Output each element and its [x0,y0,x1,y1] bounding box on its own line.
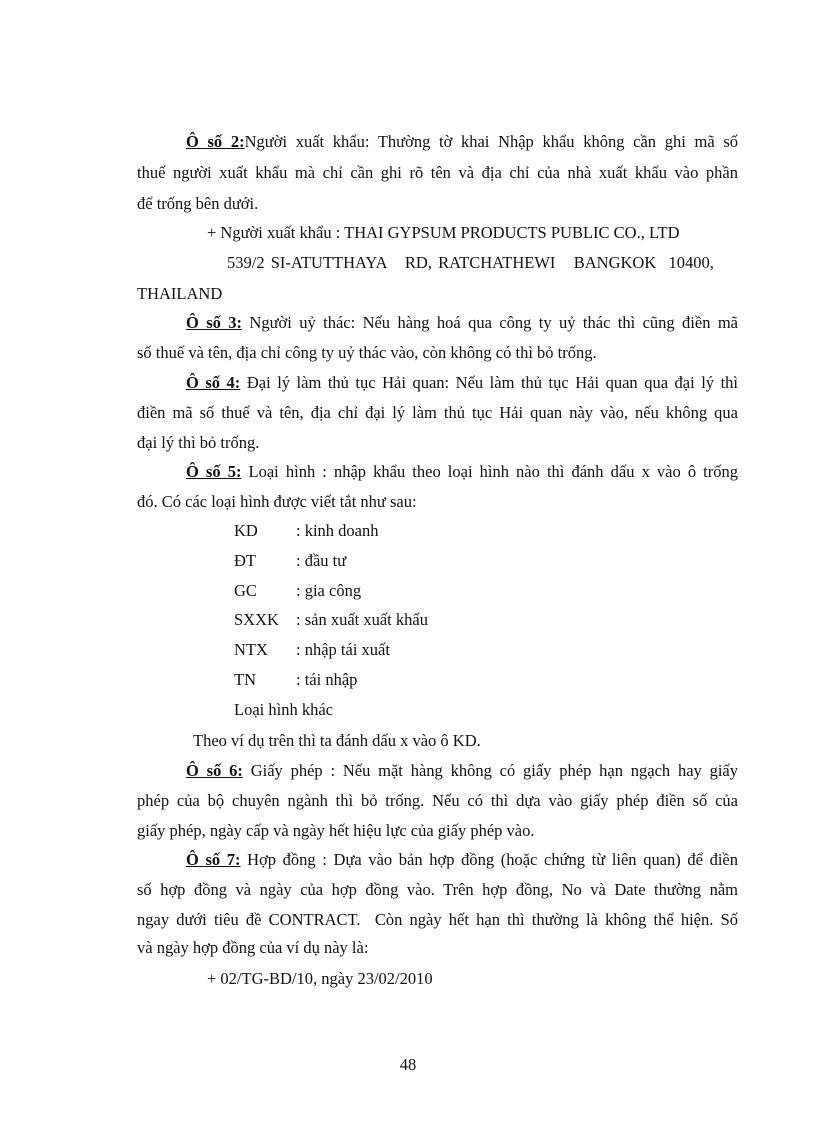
section-2-heading: Ô số 2: [186,132,245,151]
section-7-heading: Ô số 7: [186,850,241,869]
section-2-line-2: thuế người xuất khẩu mà chỉ cần ghi rõ tên và địa chỉ của nhà xuất khẩu vào phần [137,163,738,182]
section-4-line-3: đại lý thì bỏ trống. [137,433,260,452]
type-item: KD : kinh doanh [234,521,379,540]
section-7-line-1: Ô số 7: Hợp đồng : Dựa vào bản hợp đồng (hoặc chứng từ liên quan) để điền [186,850,738,869]
section-3-heading: Ô số 3: [186,313,243,332]
section-4-line-1: Ô số 4: Đại lý làm thủ tục Hải quan: Nếu làm thủ tục Hải quan qua đại lý thì [186,373,738,392]
section-7-line-3: ngay dưới tiêu đề CONTRACT. Còn ngày hết hạn thì thường là không thể hiện. Số [137,910,738,929]
type-other: Loại hình khác [234,700,333,719]
type-item: ĐT : đầu tư [234,551,347,570]
section-5-line-1: Ô số 5: Loại hình : nhập khẩu theo loại hình nào thì đánh dấu x vào ô trống [186,462,738,481]
contract-number: + 02/TG-BD/10, ngày 23/02/2010 [207,969,433,988]
section-5-line-2: đó. Có các loại hình được viết tắt như sau: [137,492,417,511]
section-2-line-1: Ô số 2:Người xuất khẩu: Thường tờ khai Nhập khẩu không cần ghi mã số [186,132,738,151]
exporter-address-line-2: THAILAND [137,284,223,303]
section-6-line-1: Ô số 6: Giấy phép : Nếu mặt hàng không có giấy phép hạn ngạch hay giấy [186,761,738,780]
section-6-line-2: phép của bộ chuyên ngành thì bỏ trống. Nếu có thì dựa vào giấy phép điền số của [137,791,738,810]
type-item: GC : gia công [234,581,362,600]
exporter-name: + Người xuất khẩu : THAI GYPSUM PRODUCTS PUBLIC CO., LTD [207,223,680,242]
section-5-heading: Ô số 5: [186,462,242,481]
page-number: 48 [399,1055,417,1074]
section-4-line-2: điền mã số thuế và tên, địa chỉ đại lý làm thủ tục Hải quan này vào, nếu không qua [137,403,738,422]
section-4-heading: Ô số 4: [186,373,241,392]
exporter-address-line-1: 539/2 SI-ATUTTHAYA RD, RATCHATHEWI BANGKOK 10400, [227,253,714,272]
section-2-line-3: để trống bên dưới. [137,194,259,213]
section-7-line-2: số hợp đồng và ngày của hợp đồng vào. Trên hợp đồng, No và Date thường nằm [137,880,738,899]
type-item: NTX : nhập tái xuất [234,640,390,659]
section-5-example: Theo ví dụ trên thì ta đánh dấu x vào ô KD. [193,731,481,750]
section-3-line-2: số thuế và tên, địa chỉ công ty uỷ thác vào, còn không có thì bỏ trống. [137,343,597,362]
section-6-line-3: giấy phép, ngày cấp và ngày hết hiệu lực của giấy phép vào. [137,821,535,840]
type-item: SXXK : sản xuất xuất khẩu [234,610,428,629]
section-7-line-4: và ngày hợp đồng của ví dụ này là: [137,938,369,957]
section-3-line-1: Ô số 3: Người uỷ thác: Nếu hàng hoá qua công ty uỷ thác thì cũng điền mã [186,313,738,332]
type-item: TN : tái nhập [234,670,358,689]
section-6-heading: Ô số 6: [186,761,243,780]
